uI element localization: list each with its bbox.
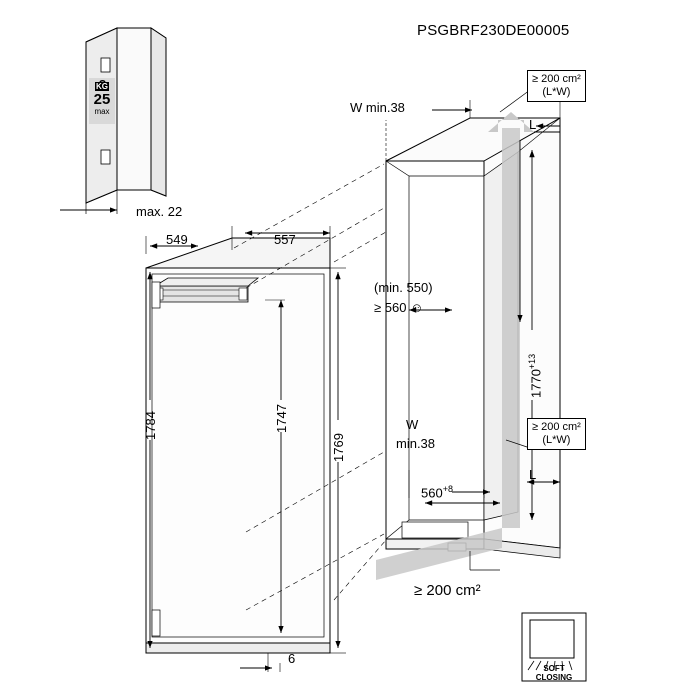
vent-callout-middle bbox=[527, 418, 586, 450]
weight-badge bbox=[90, 92, 114, 116]
niche-cabinet-view bbox=[376, 100, 560, 580]
dim-1769-label: 1769 bbox=[331, 433, 346, 462]
top-left-panel-view bbox=[60, 28, 166, 214]
dim-1784-label: 1784 bbox=[143, 411, 158, 440]
dim-1770-label bbox=[527, 354, 544, 398]
vent-mid-lw: (L*W) bbox=[542, 434, 571, 447]
vent-mid-area: ≥ 200 cm² bbox=[532, 421, 581, 433]
dim-560-tolerance: +8 bbox=[442, 484, 453, 494]
min-550-label: (min. 550) bbox=[374, 280, 433, 295]
l-bottom-label: L bbox=[529, 467, 537, 482]
vent-top-area: ≥ 200 cm² bbox=[532, 73, 581, 85]
soft-closing-line1: SOFT bbox=[543, 664, 565, 673]
weight-max-label: max bbox=[94, 106, 110, 116]
ge-560-label bbox=[374, 301, 423, 316]
weight-value: 25 bbox=[93, 91, 111, 108]
vent-top-lw: (L*W) bbox=[542, 86, 571, 99]
max-22-label: max. 22 bbox=[136, 204, 183, 219]
w-bottom-label-line2: min.38 bbox=[396, 436, 436, 451]
dim-549-label: 549 bbox=[166, 232, 188, 247]
soft-closing-line2: CLOSING bbox=[535, 672, 573, 682]
dim-557-label: 557 bbox=[274, 232, 296, 247]
smiley-icon: ☺ bbox=[410, 300, 424, 315]
dim-6-label: 6 bbox=[288, 651, 296, 666]
w-min-38-top-label: W min.38 bbox=[350, 100, 405, 115]
dim-560-plus8-label bbox=[421, 484, 453, 501]
soft-closing-label bbox=[519, 665, 589, 683]
front-view-fridge bbox=[143, 226, 346, 672]
kg-icon-label: KG bbox=[96, 82, 108, 91]
w-bottom-label-line1: W bbox=[406, 417, 419, 432]
dim-1747-label: 1747 bbox=[274, 404, 289, 433]
dim-1770-value: 1770 bbox=[528, 369, 544, 398]
l-top-label: L bbox=[529, 117, 537, 132]
ge-560-text: ≥ 560 bbox=[374, 300, 407, 315]
drawing-code-title: PSGBRF230DE00005 bbox=[417, 22, 570, 39]
dim-560-value: 560 bbox=[421, 485, 443, 501]
vent-callout-top bbox=[527, 70, 586, 102]
vent-callout-bottom: ≥ 200 cm² bbox=[414, 582, 481, 599]
dim-1770-tolerance: +13 bbox=[527, 353, 537, 370]
